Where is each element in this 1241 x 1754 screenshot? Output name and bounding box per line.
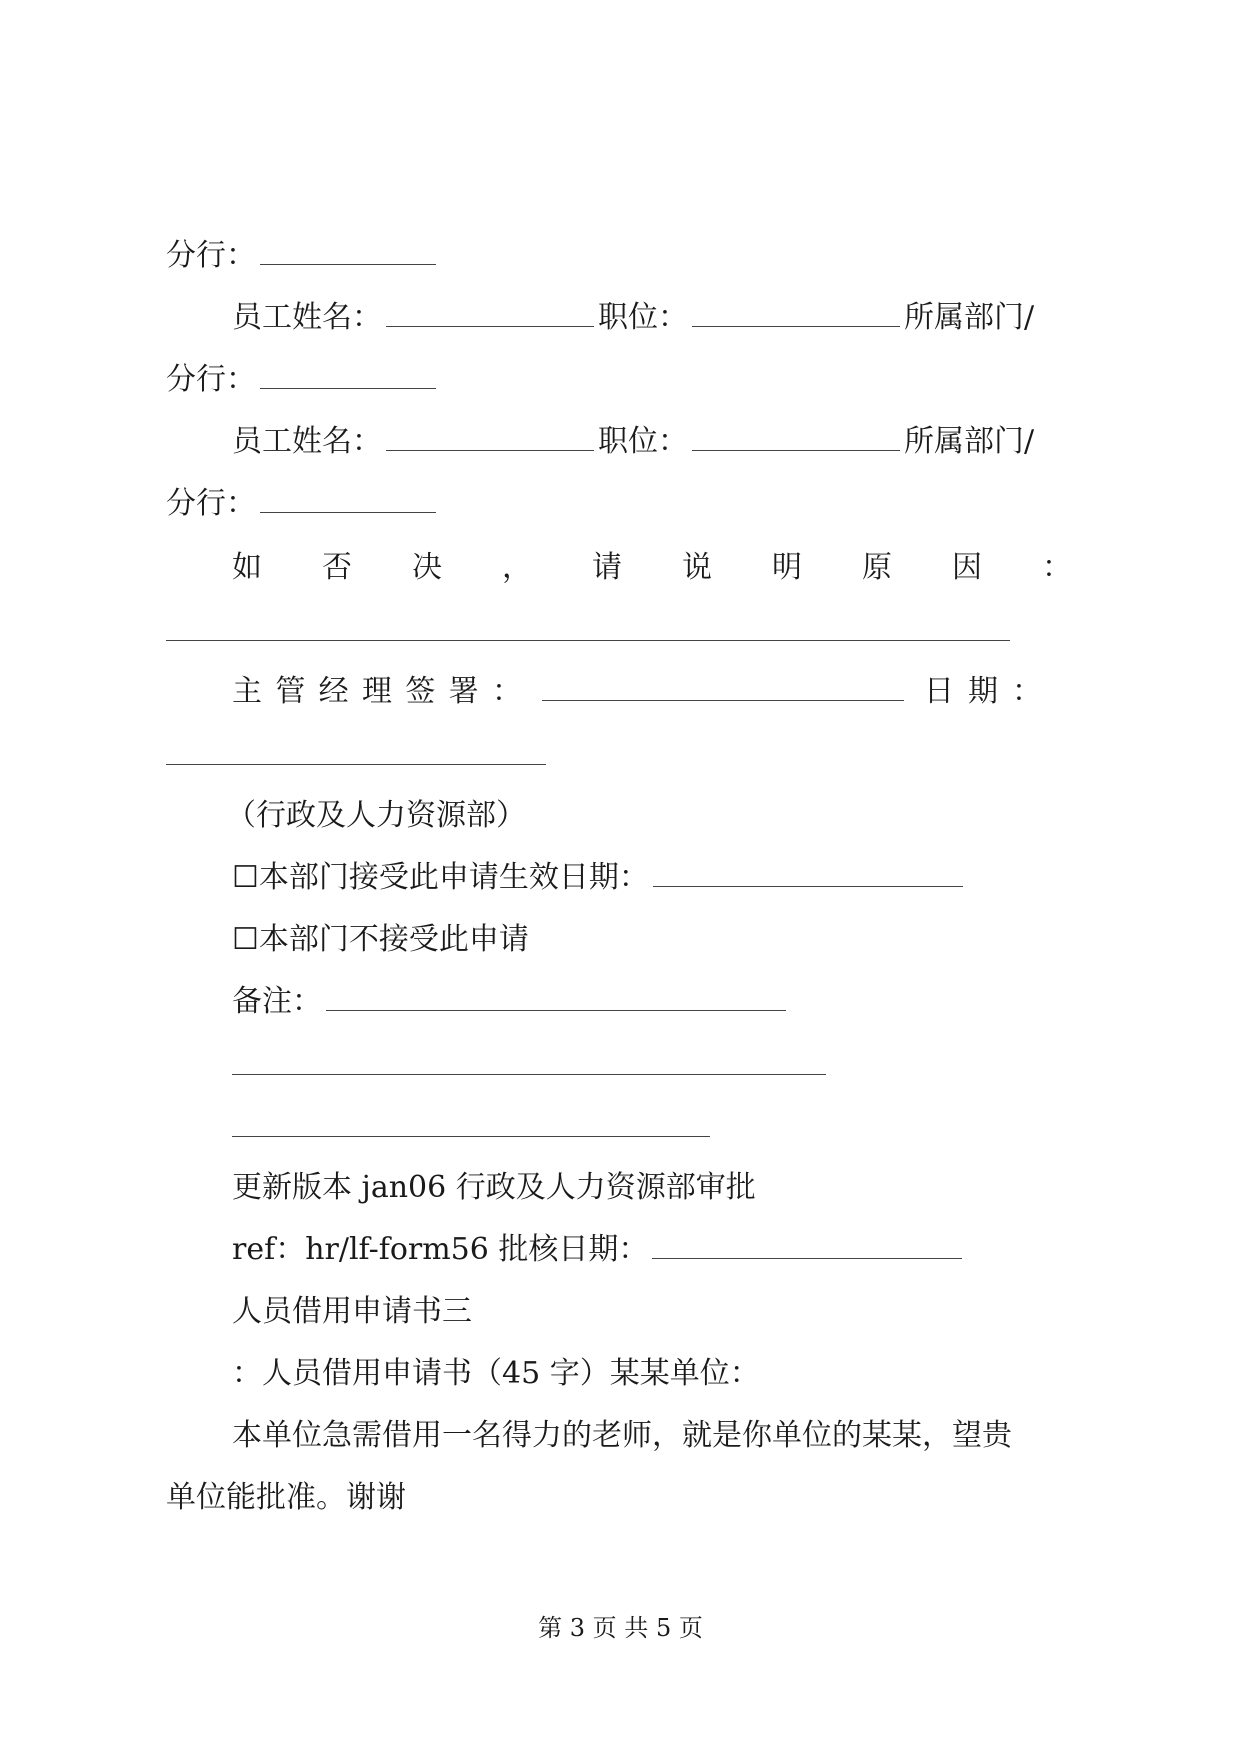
department-label: 所属部门/	[904, 424, 1035, 459]
char: 请	[592, 550, 622, 585]
remarks-blank[interactable]	[326, 984, 786, 1011]
char: 决	[412, 550, 442, 585]
accept-option-label[interactable]: ☐本部门接受此申请生效日期：	[232, 860, 649, 895]
char: 日	[924, 674, 954, 709]
char: 期	[968, 674, 998, 709]
branch-blank[interactable]	[260, 362, 436, 389]
effective-date-blank[interactable]	[653, 860, 963, 887]
approval-date-blank[interactable]	[652, 1232, 962, 1259]
position-blank[interactable]	[692, 424, 900, 451]
char: 明	[772, 550, 802, 585]
accept-option-row	[232, 858, 967, 898]
page-number-footer: 第 3 页 共 5 页	[538, 1614, 703, 1642]
char: 原	[862, 550, 892, 585]
char: 因	[952, 550, 982, 585]
hr-department-heading: （行政及人力资源部）	[226, 798, 526, 833]
manager-signature-blank[interactable]	[542, 674, 904, 701]
manager-sign-label	[232, 672, 522, 712]
branch-label: 分行：	[166, 486, 256, 521]
ref-label: ref：hr/lf-form56 批核日期：	[232, 1232, 649, 1267]
char: 署	[448, 674, 479, 709]
char: ：	[491, 674, 522, 709]
position-label: 职位：	[598, 300, 688, 335]
section-title: 人员借用申请书三	[232, 1294, 472, 1329]
position-label: 职位：	[598, 424, 688, 459]
position-blank[interactable]	[692, 300, 900, 327]
employee-name-blank[interactable]	[386, 300, 594, 327]
employee-name-label: 员工姓名：	[232, 424, 382, 459]
char: 否	[322, 550, 352, 585]
reject-option-label[interactable]: ☐本部门不接受此申请	[232, 922, 529, 957]
date-blank[interactable]	[166, 764, 546, 765]
char: 说	[682, 550, 712, 585]
manager-sign-row	[232, 672, 1072, 712]
department-label: 所属部门/	[904, 300, 1035, 335]
branch-blank[interactable]	[260, 486, 436, 513]
char: 主	[232, 674, 262, 709]
reject-reason-blank[interactable]	[166, 640, 1010, 641]
char: 签	[405, 674, 436, 709]
body-paragraph-line: 本单位急需借用一名得力的老师，就是你单位的某某，望贵	[232, 1418, 1012, 1453]
date-label	[924, 672, 1042, 712]
char: ，	[502, 550, 532, 585]
employee-name-blank[interactable]	[386, 424, 594, 451]
reject-reason-label	[232, 548, 1072, 588]
branch-label: 分行：	[166, 362, 256, 397]
employee-field-row	[232, 422, 1034, 462]
char: ：	[1042, 550, 1072, 585]
branch-blank[interactable]	[260, 238, 436, 265]
char: 理	[361, 674, 392, 709]
char: 如	[232, 550, 262, 585]
char: ：	[1012, 674, 1042, 709]
employee-name-label: 员工姓名：	[232, 300, 382, 335]
version-line: 更新版本 jan06 行政及人力资源部审批	[232, 1170, 756, 1205]
section-intro: ：人员借用申请书（45 字）某某单位：	[232, 1356, 760, 1391]
branch-field-row	[166, 360, 440, 400]
remarks-blank-line[interactable]	[232, 1136, 710, 1137]
char: 管	[275, 674, 306, 709]
body-paragraph-line: 单位能批准。谢谢	[166, 1480, 406, 1515]
branch-label: 分行：	[166, 238, 256, 273]
remarks-row	[232, 982, 790, 1022]
ref-row	[232, 1230, 966, 1270]
char: 经	[318, 674, 349, 709]
remarks-blank-line[interactable]	[232, 1074, 826, 1075]
employee-field-row	[232, 298, 1034, 338]
remarks-label: 备注：	[232, 984, 322, 1019]
branch-field-row	[166, 236, 440, 276]
branch-field-row	[166, 484, 440, 524]
